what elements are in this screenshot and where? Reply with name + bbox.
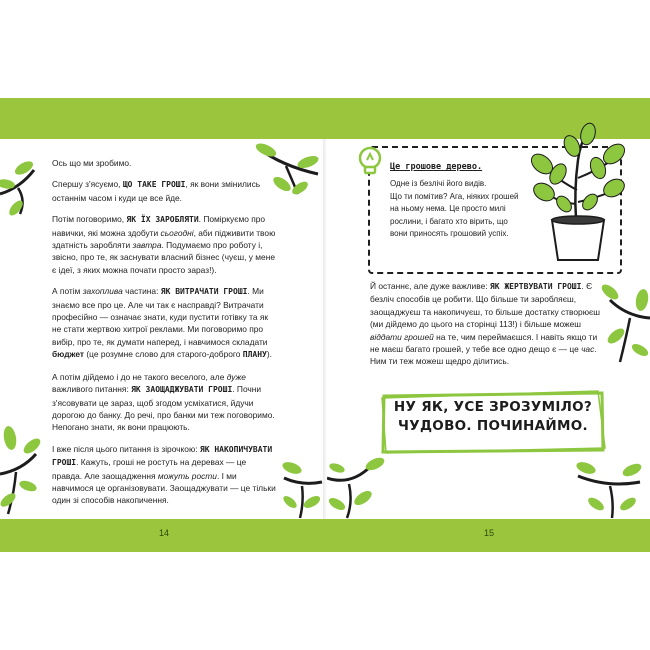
page-number-right: 15: [484, 528, 495, 538]
money-tree-title: Це грошове дерево.: [390, 162, 483, 172]
leaf-sprig-bottom-left: [0, 420, 46, 516]
donating-paragraph: Й останнє, але дуже важливе: ЯК ЖЕРТВУВАТИ ГРОШІ. Є безліч способів це робити. Що більше ти заробляєш, заощаджуєш та накопичуєш, то більше достатку створюєш (ми дійдемо до цього на сторінці 113!) і більше можеш віддати грошей на те, чим переймаєшся. І навіть якщо ти не маєш багато грошей, у тебе все одно дещо є — це час. Ним ти теж можеш щедро ділитись.: [370, 281, 600, 367]
saving-paragraph: А потім дійдемо і до не такого веселого, але дуже важливого питання: ЯК ЗАОЩАДЖУВАТИ ГРОШІ. Почни з'ясовувати це зараз, щоб згодом усміхатися, йдучи дорогою до банку. До речі, про банки ми теж поговоримо. Непогано знати, як вони працюють.: [52, 371, 275, 433]
accumulating-paragraph: І вже після цього питання із зірочкою: ЯК НАКОПИЧУВАТИ ГРОШІ. Кажуть, гроші не ростуть на деревах — це правда. Але заощадження можуть рости. І ми навчимося це організовувати. Заощаджувати — це тільки один зі способів накопичення.: [52, 443, 276, 506]
money-tree-description: Одне із безлічі його видів. Що ти помітив? Ага, ніяких грошей на ньому нема. Це просто милі рослини, і багато хто вірить, що вони приносять грошовий успіх.: [390, 179, 519, 239]
spending-paragraph: А потім захоплива частина: ЯК ВИТРАЧАТИ ГРОШІ. Ми знаємо все про це. Але чи так є насправді? Витрачати професійно — означає знати, куди пустити готівку та як не стати жертвою хитрої реклами. Ми поговоримо про вибір, про те, як думати наперед, і навчимося складати бюджет (це розумне слово для старого-доброго ПЛАНУ).: [52, 286, 272, 360]
lightbulb-icon: [356, 146, 384, 178]
leaf-sprig-bottom-center-right: [327, 456, 387, 520]
highlight-how-to-donate: ЯК ЖЕРТВУВАТИ ГРОШІ: [489, 282, 582, 291]
highlight-how-to-save: ЯК ЗАОЩАДЖУВАТИ ГРОШІ: [131, 385, 233, 395]
highlight-how-to-accumulate: ЯК НАКОПИЧУВАТИ ГРОШІ: [52, 444, 273, 468]
money-tree-illustration: [528, 120, 628, 266]
call-to-action-text: НУ ЯК, УСЕ ЗРОЗУМІЛО? ЧУДОВО. ПОЧИНАЙМО.: [393, 399, 593, 434]
highlight-what-is-money: ЩО ТАКЕ ГРОШІ: [122, 180, 186, 190]
leaf-sprig-right-middle: [596, 270, 650, 366]
left-page-body: [52, 157, 278, 516]
what-is-money-paragraph: Спершу з'ясуємо, ЩО ТАКЕ ГРОШІ, як вони змінились останнім часом і куди це все йде.: [52, 179, 261, 203]
right-page-body: [370, 280, 604, 377]
leaf-sprig-bottom-center-left: [282, 458, 323, 520]
highlight-how-to-earn: ЯК ЇХ ЗАРОБЛЯТИ: [126, 215, 199, 225]
highlight-how-to-spend: ЯК ВИТРАЧАТИ ГРОШІ: [160, 287, 248, 297]
leaf-sprig-top-left: [0, 148, 48, 218]
page-number-left: 14: [159, 528, 170, 538]
earning-paragraph: Потім поговоримо, ЯК ЇХ ЗАРОБЛЯТИ. Поміркуємо про навички, які можна здобути сьогодні, аби підживити твою здатність заробляти завтра. Подумаємо про роботу і, звісно, про те, як заснувати власний бізнес (чуєш, у мене є ідеї, з яких можна почати просто зараз!).: [52, 214, 276, 275]
bottom-green-band: [0, 519, 650, 552]
intro-paragraph: Ось що ми зробимо.: [52, 158, 132, 168]
leaf-sprig-bottom-right: [574, 458, 644, 520]
